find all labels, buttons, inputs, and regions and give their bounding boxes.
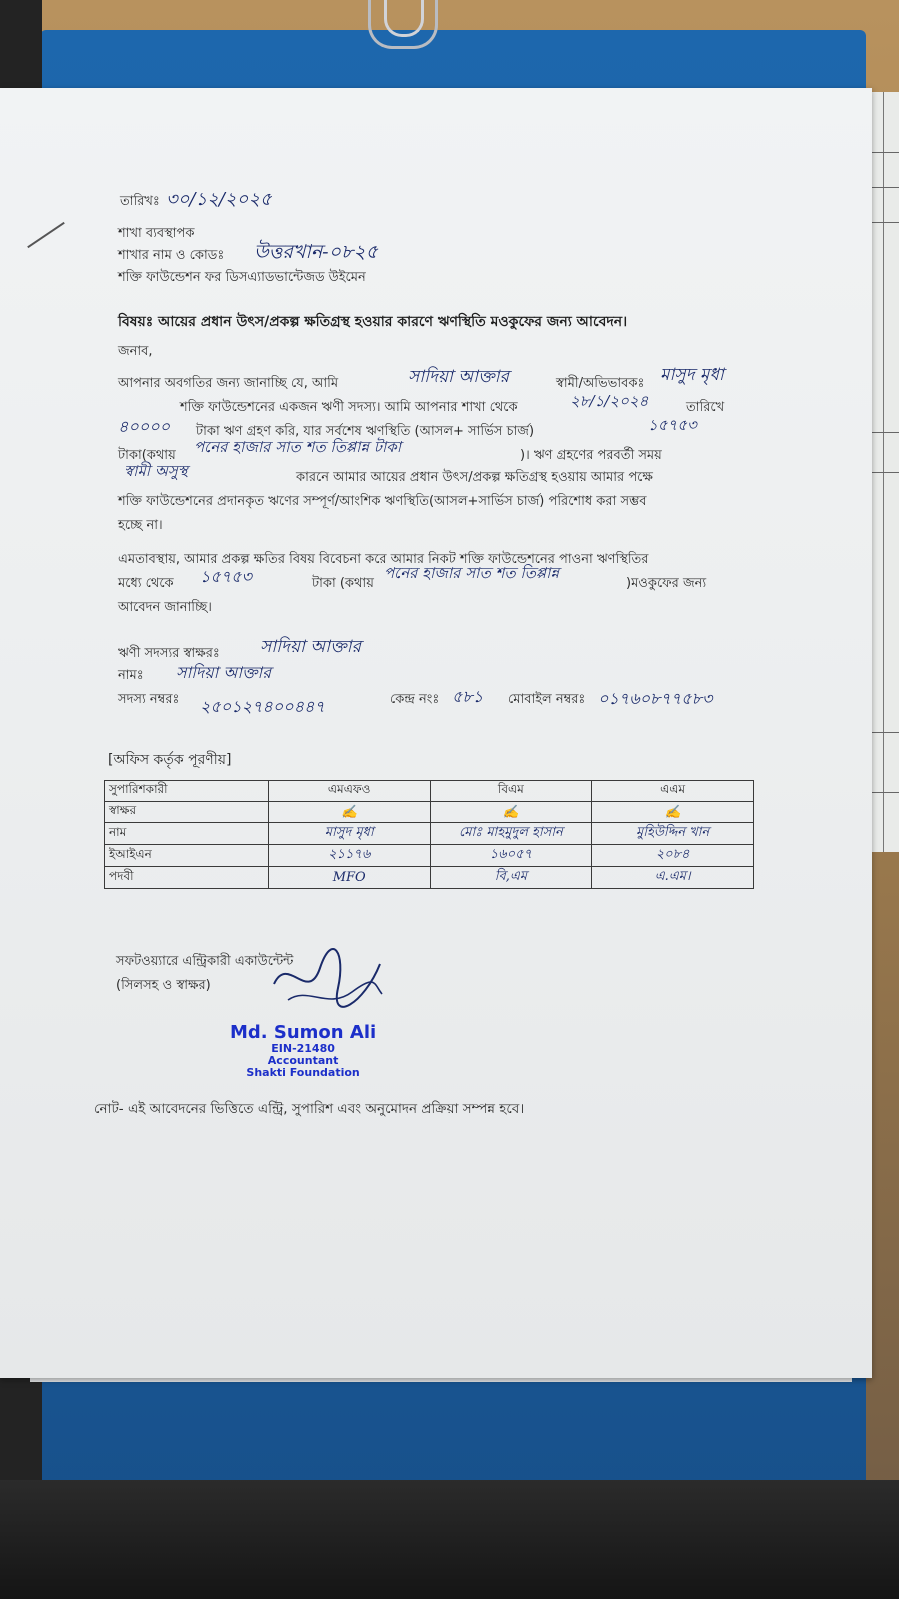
to-line: শাখা ব্যবস্থাপক bbox=[118, 226, 195, 241]
table-cell: এ.এম। bbox=[592, 867, 754, 889]
stamp-org: Shakti Foundation bbox=[246, 1066, 360, 1079]
mobile-label: মোবাইল নম্বরঃ bbox=[508, 692, 586, 707]
p2-line1: এমতাবস্থায়, আমার প্রকল্প ক্ষতির বিষয় বিবেচনা করে আমার নিকট শক্তি ফাউন্ডেশনের পাওনা ঋণস্থিতির bbox=[118, 552, 649, 567]
table-header: এএম bbox=[592, 781, 754, 802]
p1-line7: হচ্ছে না। bbox=[118, 518, 163, 533]
loan-balance: ১৫৭৫৩ bbox=[648, 416, 697, 434]
table-row bbox=[105, 823, 754, 845]
table-cell: ২০৮৪ bbox=[592, 845, 754, 867]
mobile-no: ০১৭৬০৮৭৭৫৮৩ bbox=[598, 689, 713, 708]
p1-line2b: তারিখে bbox=[686, 400, 725, 415]
scribble-icon: ✍ bbox=[664, 804, 681, 820]
scribble-icon: ✍ bbox=[502, 804, 519, 820]
footer-note: নোট- এই আবেদনের ভিত্তিতে এন্ট্রি, সুপারিশ এবং অনুমোদন প্রক্রিয়া সম্পন্ন হবে। bbox=[94, 1101, 525, 1117]
member-signature: সাদিয়া আক্তার bbox=[260, 637, 361, 657]
loan-date: ২৮/১/২০২৪ bbox=[570, 392, 649, 410]
p2-line2b: টাকা (কথায় bbox=[312, 576, 374, 591]
org-line: শক্তি ফাউন্ডেশন ফর ডিসএ্যাডভান্টেজড উইমেন bbox=[118, 270, 366, 285]
row-label: নাম bbox=[105, 823, 269, 845]
guardian-name: মাসুদ মৃধা bbox=[660, 365, 724, 385]
p1-line4a: টাকা(কথায় bbox=[118, 448, 176, 463]
table-header-row bbox=[105, 781, 754, 802]
auth-line2: (সিলসহ ও স্বাক্ষর) bbox=[116, 978, 211, 993]
p1-line4b: )। ঋণ গ্রহণের পরবর্তী সময় bbox=[520, 448, 662, 463]
salutation: জনাব, bbox=[118, 344, 153, 359]
member-name: সাদিয়া আক্তার bbox=[176, 663, 271, 682]
signature-cell bbox=[592, 802, 754, 823]
paper-clip-inner-icon bbox=[384, 0, 424, 37]
accountant-signature-icon bbox=[268, 944, 388, 1014]
recommendation-table bbox=[104, 780, 754, 889]
table-row bbox=[105, 845, 754, 867]
date-value: ৩০/১২/২০২৫ bbox=[166, 189, 272, 210]
signature-cell bbox=[268, 802, 430, 823]
p2-line3: আবেদন জানাচ্ছি। bbox=[118, 600, 212, 615]
signature-cell bbox=[430, 802, 592, 823]
form-paper bbox=[0, 88, 872, 1378]
name-label: নামঃ bbox=[118, 668, 144, 683]
form-document bbox=[0, 88, 872, 1378]
waiver-in-words: পনের হাজার সাত শত তিপ্পান্ন bbox=[384, 564, 560, 582]
office-note: [অফিস কর্তৃক পূরণীয়] bbox=[108, 752, 232, 768]
p1-line5a: কারনে আমার আয়ের প্রধান উৎস/প্রকল্প ক্ষতিগ্রস্থ হওয়ায় আমার পক্ষে bbox=[296, 470, 653, 485]
p2-line2c: )মওকুফের জন্য bbox=[626, 576, 707, 591]
table-cell: মাসুদ মৃধা bbox=[268, 823, 430, 845]
date-row: তারিখঃ bbox=[120, 194, 160, 209]
table-header: বিএম bbox=[430, 781, 592, 802]
table-header: সুপারিশকারী bbox=[105, 781, 269, 802]
row-label: ইআইএন bbox=[105, 845, 269, 867]
p2-line2a: মধ্যে থেকে bbox=[118, 576, 174, 591]
accountant-stamp bbox=[230, 1022, 376, 1079]
p1-line2a: শক্তি ফাউন্ডেশনের একজন ঋণী সদস্য। আমি আপনার শাখা থেকে bbox=[180, 400, 518, 415]
table-cell: বি,এম bbox=[430, 867, 592, 889]
table-cell: MFO bbox=[268, 867, 430, 889]
waiver-amount: ১৫৭৫৩ bbox=[200, 567, 252, 586]
kendra-no: ৫৮১ bbox=[452, 687, 484, 706]
signature-label: ঋণী সদস্যর স্বাক্ষরঃ bbox=[118, 646, 220, 661]
scribble-icon: ✍ bbox=[341, 804, 358, 820]
branch-label: শাখার নাম ও কোডঃ bbox=[118, 248, 225, 263]
loan-amount: ৪০০০০ bbox=[118, 417, 170, 436]
table-cell: ১৬০৫৭ bbox=[430, 845, 592, 867]
table-cell: মুহিউদ্দিন খান bbox=[592, 823, 754, 845]
p1-line1b: স্বামী/অভিভাবকঃ bbox=[556, 376, 645, 391]
stamp-ein: EIN-21480 bbox=[271, 1042, 335, 1055]
loss-reason: স্বামী অসুস্থ bbox=[124, 462, 188, 480]
row-label: স্বাক্ষর bbox=[105, 802, 269, 823]
applicant-name: সাদিয়া আক্তার bbox=[408, 367, 509, 387]
pen-mark bbox=[27, 222, 65, 248]
table-row bbox=[105, 802, 754, 823]
auth-line1: সফটওয়্যারে এন্ট্রিকারী একাউন্টেন্ট bbox=[116, 954, 294, 969]
p1-line6: শক্তি ফাউন্ডেশনের প্রদানকৃত ঋণের সম্পূর্ণ/আংশিক ঋণস্থিতি(আসল+সার্ভিস চার্জ) পরিশোধ করা সম্ভব bbox=[118, 494, 647, 509]
member-no-label: সদস্য নম্বরঃ bbox=[118, 692, 180, 707]
table-header: এমএফও bbox=[268, 781, 430, 802]
p1-line3a: টাকা ঋণ গ্রহণ করি, যার সর্বশেষ ঋণস্থিতি (আসল+ সার্ভিস চার্জ) bbox=[196, 424, 535, 439]
stamp-name: Md. Sumon Ali bbox=[230, 1022, 377, 1043]
kendra-label: কেন্দ্র নংঃ bbox=[390, 692, 440, 707]
branch-value: উত্তরখান-০৮২৫ bbox=[254, 241, 378, 263]
table-row bbox=[105, 867, 754, 889]
table-cell: মোঃ মাহমুদুল হাসান bbox=[430, 823, 592, 845]
member-no: ২৫০১২৭৪০০৪৪৭ bbox=[200, 697, 325, 716]
stamp-title: Accountant bbox=[267, 1054, 339, 1067]
table-cell: ২১১৭৬ bbox=[268, 845, 430, 867]
row-label: পদবী bbox=[105, 867, 269, 889]
balance-in-words: পনের হাজার সাত শত তিপ্পান্ন টাকা bbox=[194, 438, 402, 456]
subject: বিষয়ঃ আয়ের প্রধান উৎস/প্রকল্প ক্ষতিগ্রস্থ হওয়ার কারণে ঋণস্থিতি মওকুফের জন্য আবেদন। bbox=[118, 314, 628, 330]
floor bbox=[0, 1480, 899, 1599]
p1-line1a: আপনার অবগতির জন্য জানাচ্ছি যে, আমি bbox=[118, 376, 339, 391]
